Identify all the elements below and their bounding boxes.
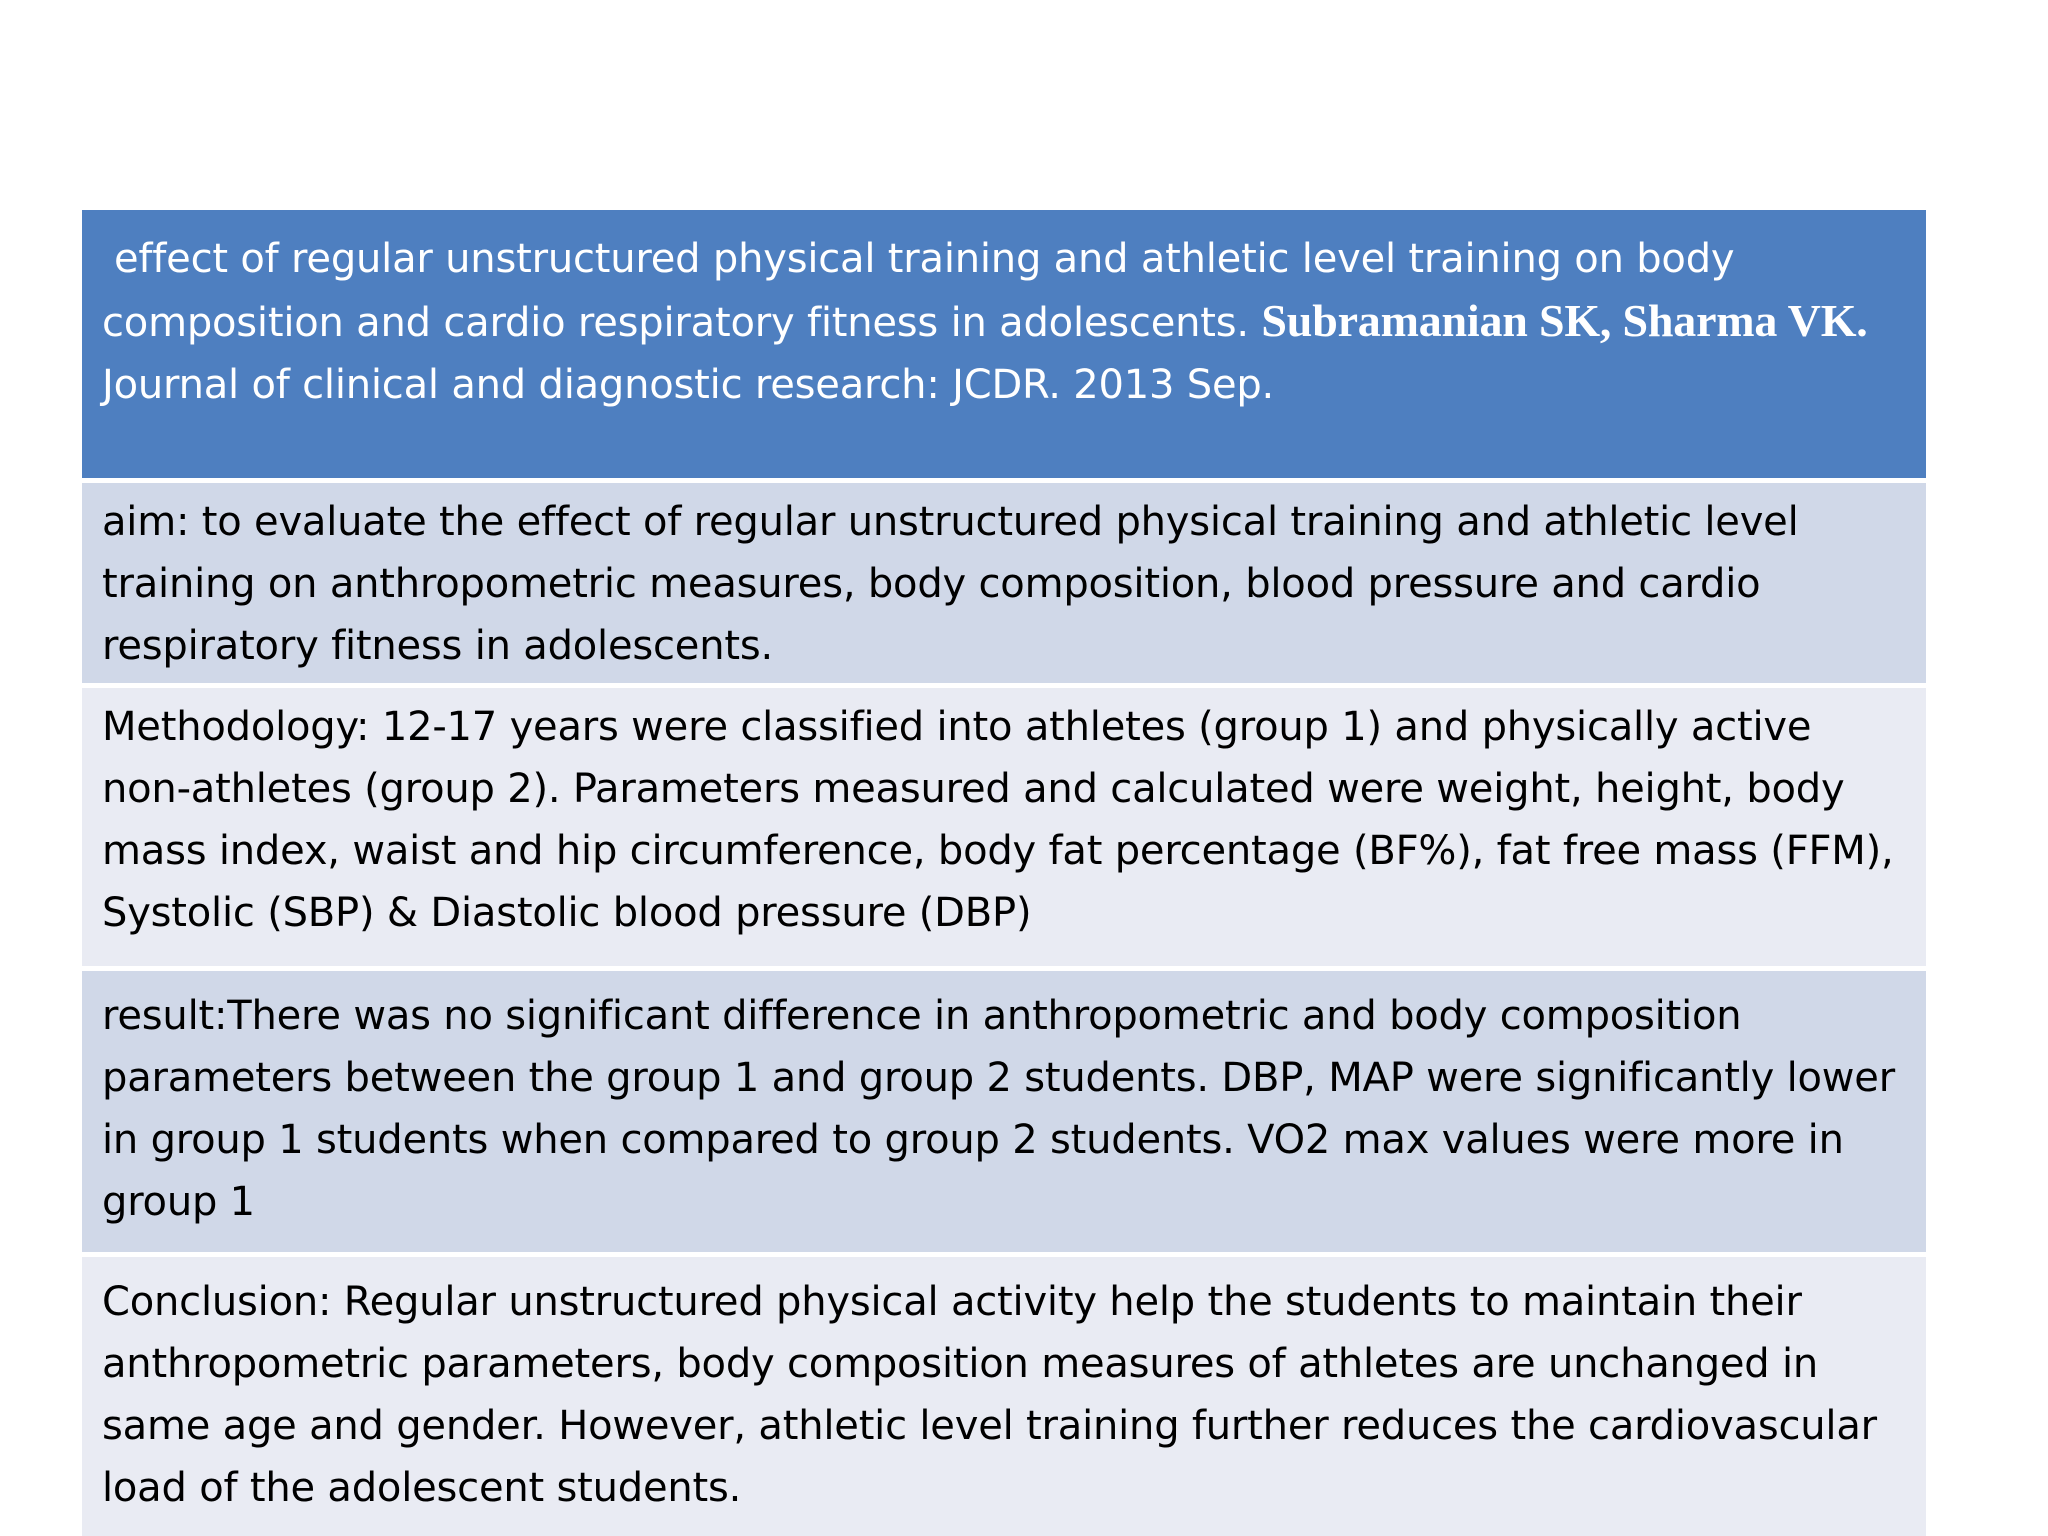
result-cell (82, 966, 1926, 1252)
aim-text: aim: to evaluate the effect of regular unstructured physical training and athletic level training on anthropometric measures, body composition, blood pressure and cardio respiratory fitness in adolescents. (102, 499, 1799, 669)
methodology-cell (82, 683, 1926, 966)
study-summary-table (82, 210, 1926, 1536)
study-citation: Journal of clinical and diagnostic research: JCDR. 2013 Sep. (102, 362, 1275, 408)
study-authors: Subramanian SK, Sharma VK. (1261, 295, 1868, 346)
result-text: result:There was no significant difference in anthropometric and body composition parameters between the group 1 and group 2 students. DBP, MAP were significantly lower in group 1 students when compared to group 2 students. VO2 max values were more in group 1 (102, 993, 1895, 1225)
study-title: effect of regular unstructured physical training and athletic level training on body composition and cardio respiratory fitness in adolescents. (102, 236, 1735, 346)
methodology-text: Methodology: 12-17 years were classified into athletes (group 1) and physically active non-athletes (group 2). Parameters measured and calculated were weight, height, body mass index, waist and hip circumference, body fat percentage (BF%), fat free mass (FFM), Systolic (SBP) & Diastolic blood pressure (DBP) (102, 704, 1894, 936)
study-header-cell (82, 210, 1926, 478)
aim-cell (82, 478, 1926, 683)
conclusion-text: Conclusion: Regular unstructured physical activity help the students to maintain their anthropometric parameters, body composition measures of athletes are unchanged in same age and gender. However, athletic level training further reduces the cardiovascular load of the adolescent students. (102, 1279, 1877, 1511)
conclusion-cell (82, 1252, 1926, 1536)
